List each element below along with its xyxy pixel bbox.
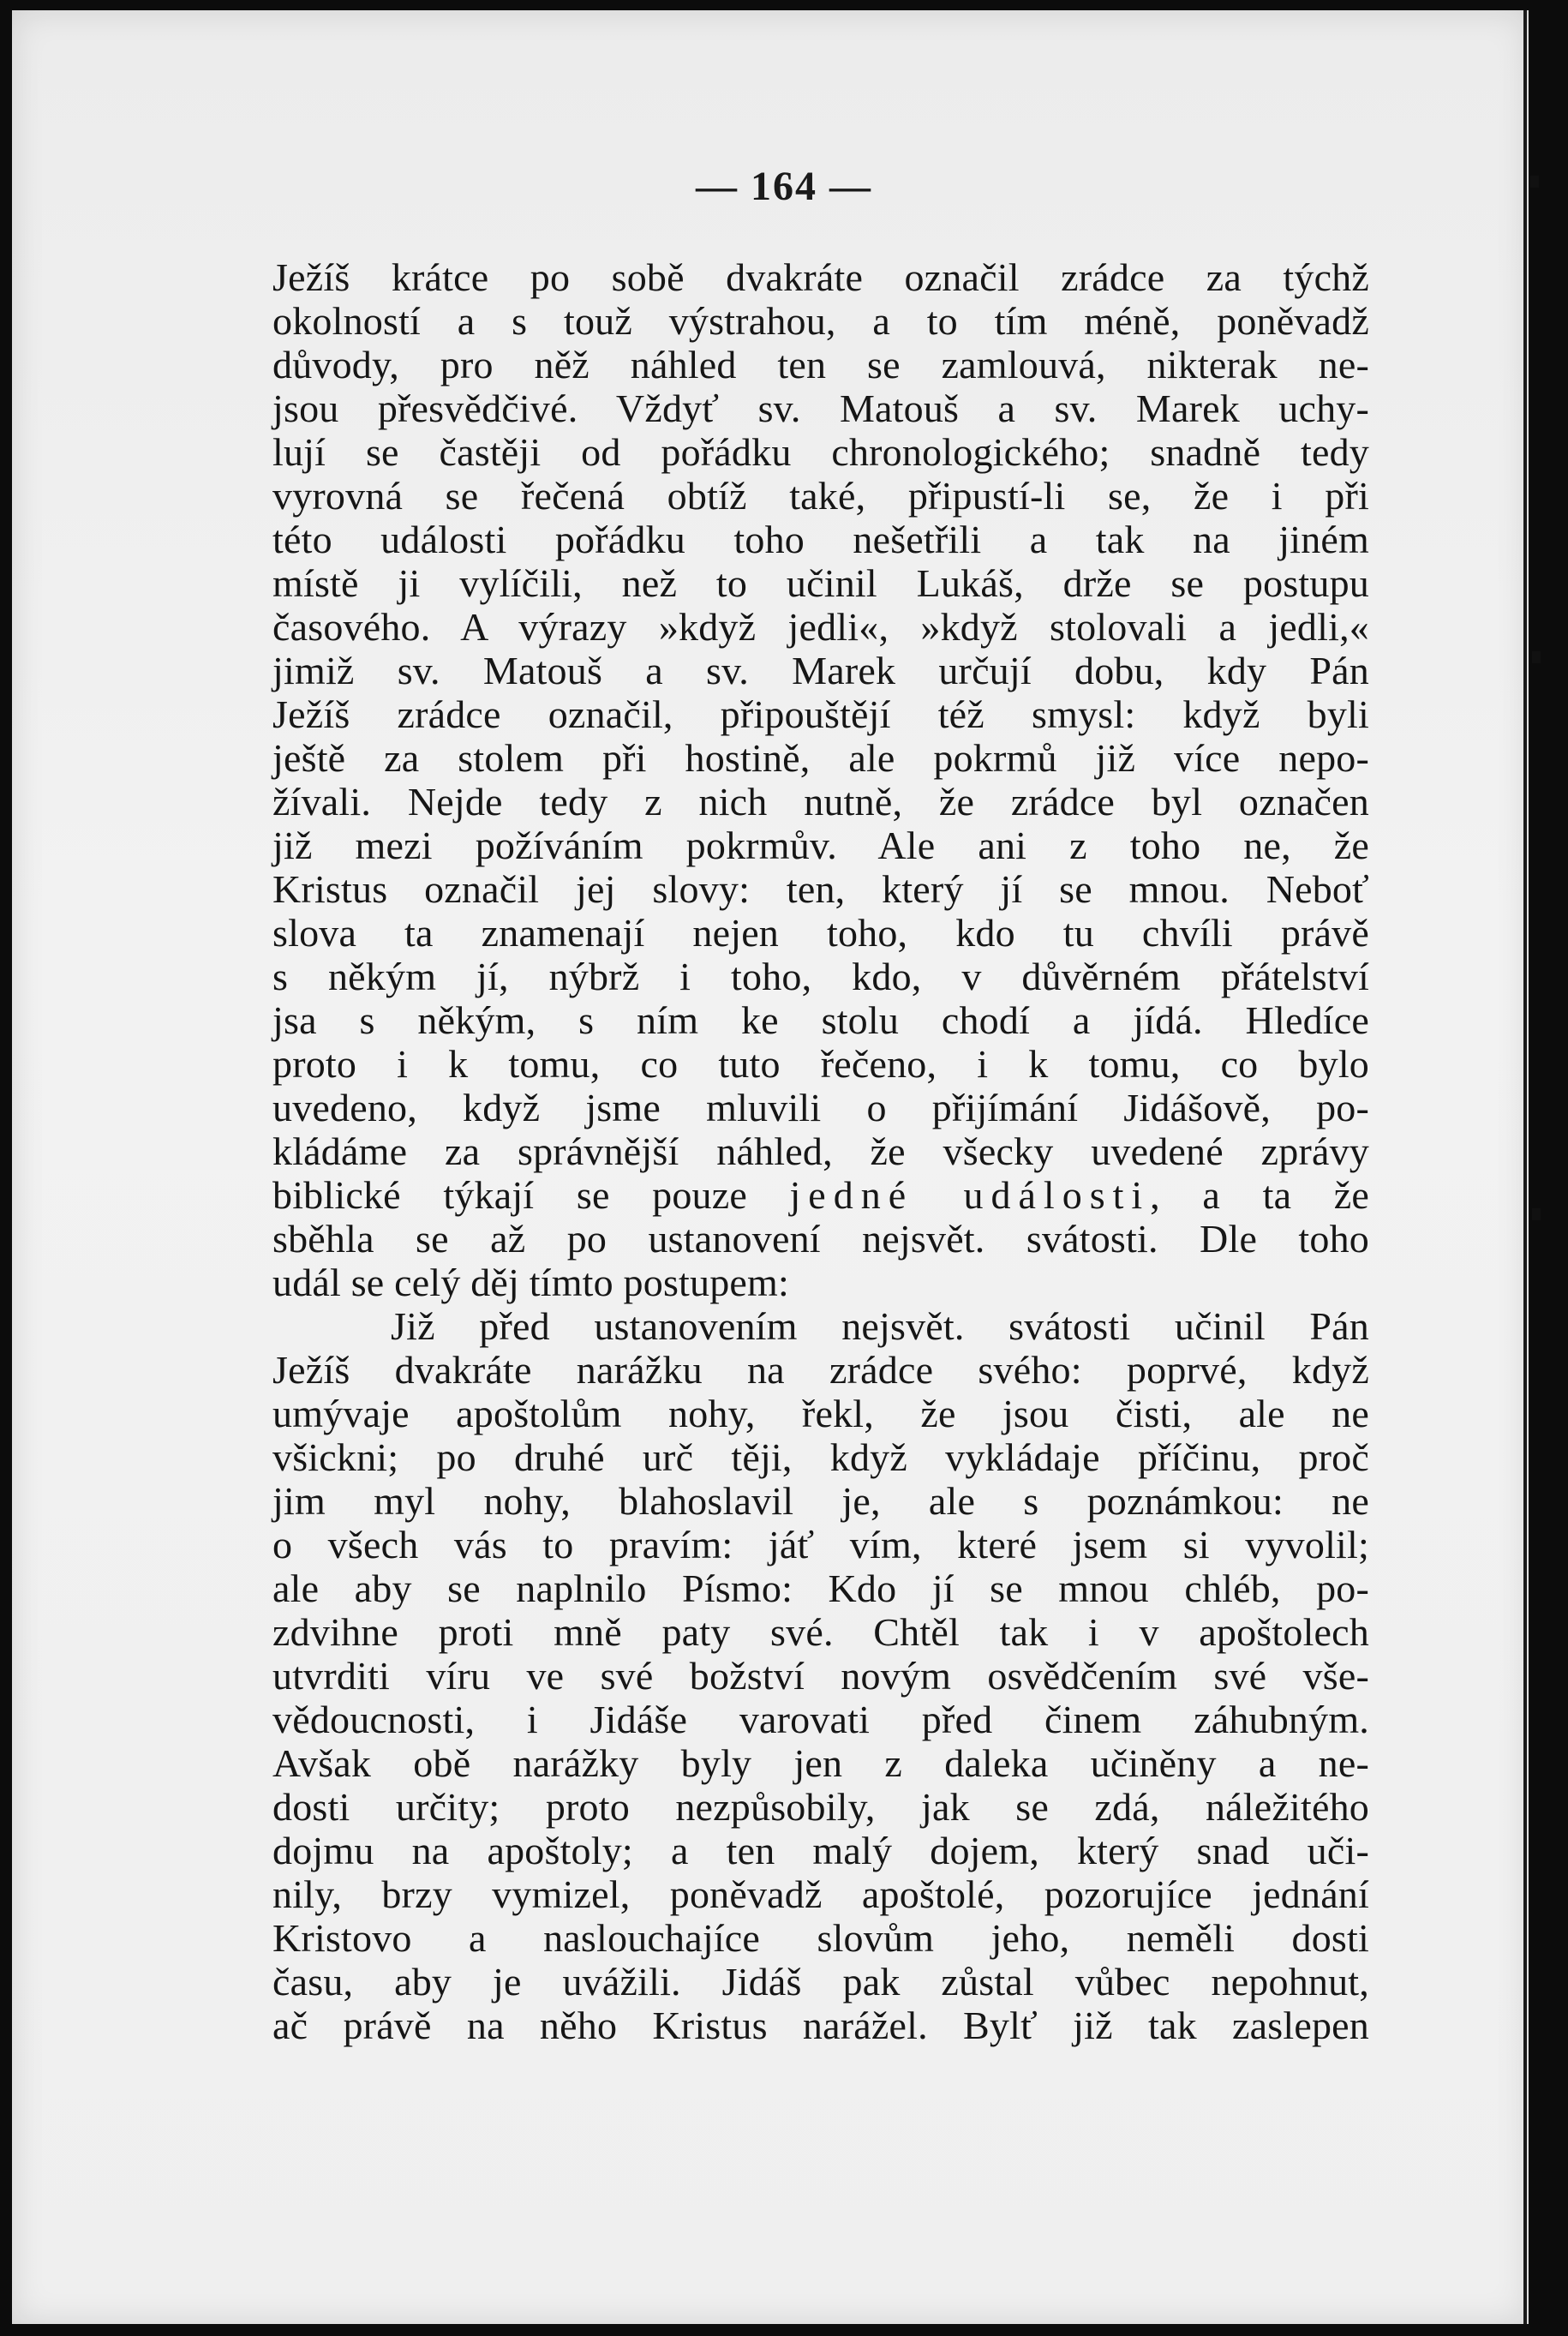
emphasized-spaced-text: jedné události (789, 1173, 1151, 1217)
binding-mark-3 (1532, 1208, 1541, 1220)
text-line: Ježíš krátce po sobě dvakráte označil zrádce za týchž (272, 255, 1369, 299)
text-line: zdvihne proti mně paty své. Chtěl tak i v apoštolech (272, 1610, 1369, 1654)
text-line: umývaje apoštolům nohy, řekl, že jsou čisti, ale ne (272, 1392, 1369, 1435)
text-line: této události pořádku toho nešetřili a tak na jiném (272, 518, 1369, 561)
text-line: dosti určity; proto nezpůsobily, jak se zdá, náležitého (272, 1785, 1369, 1829)
text-line: Kristovo a naslouchajíce slovům jeho, neměli dosti (272, 1916, 1369, 1960)
text-line: slova ta znamenají nejen toho, kdo tu chvíli právě (272, 911, 1369, 955)
text-segment: , a ta že (1150, 1173, 1369, 1217)
text-line: Kristus označil jej slovy: ten, který jí se mnou. Neboť (272, 867, 1369, 911)
text-line: všickni; po druhé urč těji, když vykládaje příčinu, proč (272, 1435, 1369, 1479)
text-line: Již před ustanovením nejsvět. svátosti učinil Pán (391, 1304, 1369, 1348)
text-line: Ježíš zrádce označil, připouštějí též smysl: když byli (272, 692, 1369, 736)
text-line: udál se celý děj tímto postupem: (272, 1261, 790, 1304)
binding-mark-2 (1532, 651, 1541, 663)
page-number: — 164 — (696, 164, 872, 209)
text-line: vědoucnosti, i Jidáše varovati před činem záhubným. (272, 1698, 1369, 1741)
text-line: kládáme za správnější náhled, že všecky uvedené zprávy (272, 1129, 1369, 1173)
text-line: dojmu na apoštoly; a ten malý dojem, který snad uči- (272, 1829, 1369, 1872)
text-line: s někým jí, nýbrž i toho, kdo, v důvěrném přátelství (272, 955, 1369, 998)
text-line: jimiž sv. Matouš a sv. Marek určují dobu, kdy Pán (272, 649, 1369, 692)
page-edge-shadow (1523, 10, 1527, 2324)
text-line: jim myl nohy, blahoslavil je, ale s poznámkou: ne (272, 1479, 1369, 1523)
text-line: časového. A výrazy »když jedli«, »když stolovali a jedli,« (272, 605, 1369, 649)
text-line: o všech vás to pravím: jáť vím, které jsem si vyvolil; (272, 1523, 1369, 1566)
body-text (272, 255, 1369, 2047)
text-line: vyrovná se řečená obtíž také, připustí-li se, že i při (272, 474, 1369, 518)
text-line: žívali. Nejde tedy z nich nutně, že zrádce byl označen (272, 780, 1369, 824)
text-line: důvody, pro něž náhled ten se zamlouvá, nikterak ne- (272, 343, 1369, 386)
text-line: proto i k tomu, co tuto řečeno, i k tomu, co bylo (272, 1042, 1369, 1086)
text-line: ještě za stolem při hostině, ale pokrmů již více nepo- (272, 736, 1369, 780)
text-line: Avšak obě narážky byly jen z daleka učiněny a ne- (272, 1741, 1369, 1785)
text-line: již mezi požíváním pokrmův. Ale ani z toho ne, že (272, 824, 1369, 867)
text-line: sběhla se až po ustanovení nejsvět. svátosti. Dle toho (272, 1217, 1369, 1261)
text-line: místě ji vylíčili, než to učinil Lukáš, drže se postupu (272, 561, 1369, 605)
text-line: jsa s někým, s ním ke stolu chodí a jídá. Hledíce (272, 998, 1369, 1042)
text-line: času, aby je uvážili. Jidáš pak zůstal vůbec nepohnut, (272, 1960, 1369, 2004)
text-line: utvrditi víru ve své božství novým osvědčením své vše- (272, 1654, 1369, 1698)
text-line: jsou přesvědčivé. Vždyť sv. Matouš a sv. Marek uchy- (272, 386, 1369, 430)
text-line: Ježíš dvakráte narážku na zrádce svého: poprvé, když (272, 1348, 1369, 1392)
text-line: ale aby se naplnilo Písmo: Kdo jí se mnou chléb, po- (272, 1566, 1369, 1610)
text-line: uvedeno, když jsme mluvili o přijímání Jidášově, po- (272, 1086, 1369, 1129)
text-line: nily, brzy vymizel, poněvadž apoštolé, pozorujíce jednání (272, 1872, 1369, 1916)
text-line: ač právě na něho Kristus narážel. Bylť již tak zaslepen (272, 2004, 1369, 2047)
text-line (272, 1173, 1369, 1217)
text-line: lují se častěji od pořádku chronologického; snadně tedy (272, 430, 1369, 474)
text-segment: biblické týkají se pouze (272, 1173, 790, 1217)
text-line: okolností a s touž výstrahou, a to tím méně, poněvadž (272, 299, 1369, 343)
